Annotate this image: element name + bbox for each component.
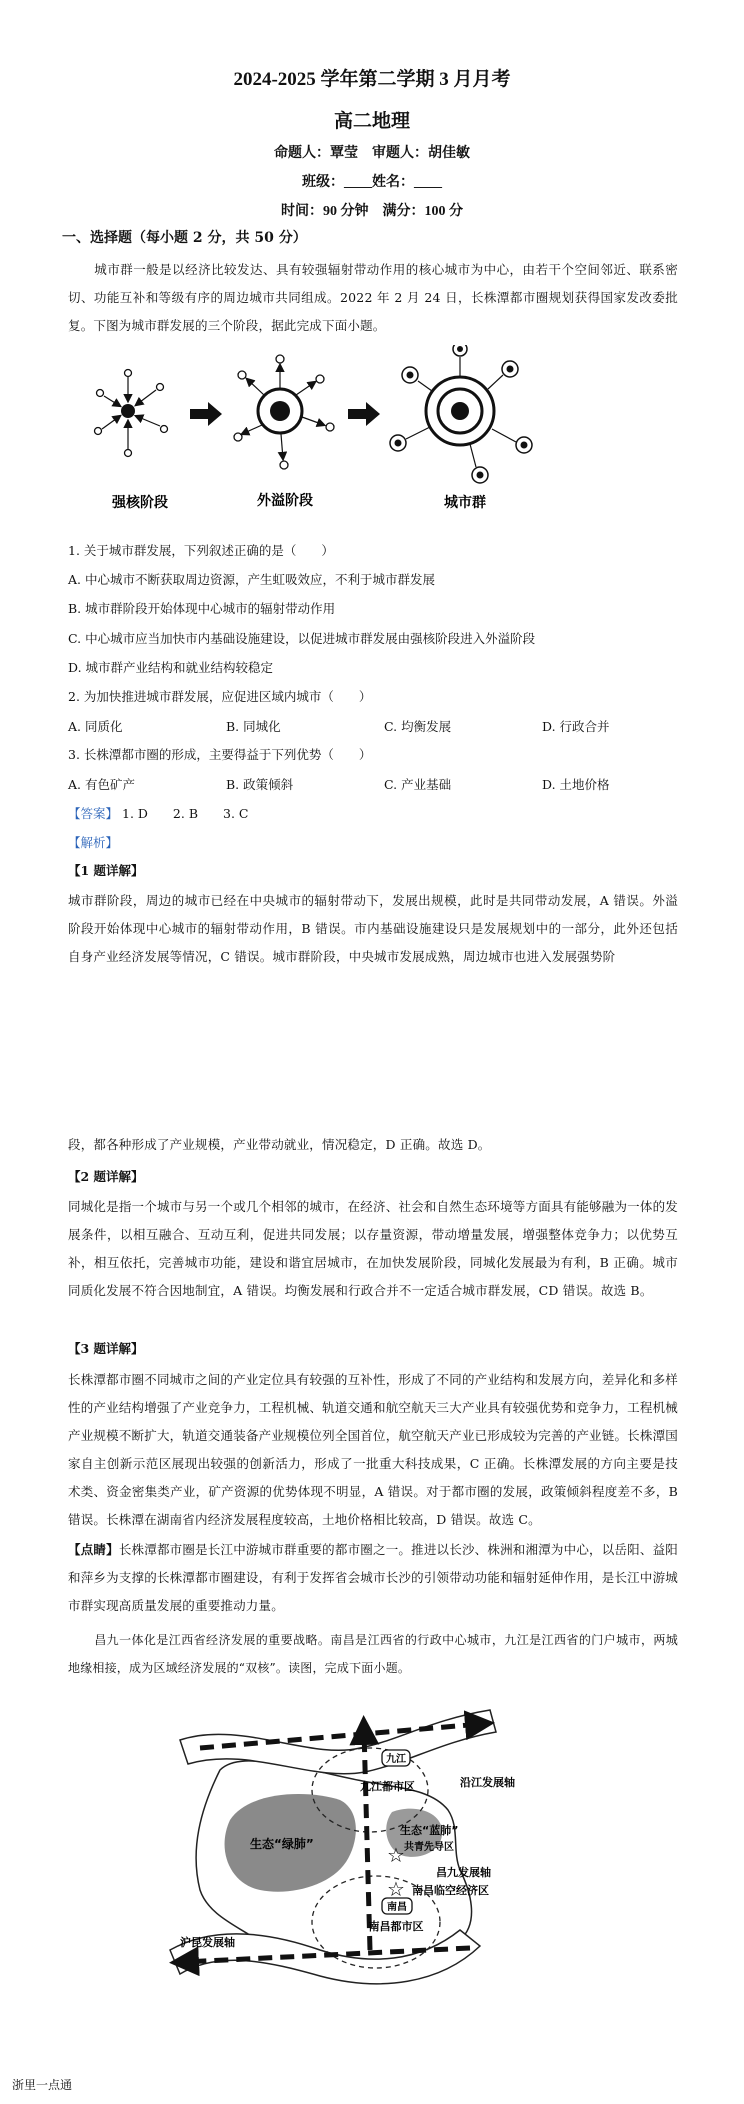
subject-title: 高二地理 — [333, 111, 410, 132]
question-1-stem: 1. 关于城市群发展，下列叙述正确的是（ ） — [68, 543, 334, 558]
question-3-option-a: A. 有色矿产 — [68, 777, 135, 792]
nanchang-label: 南昌 — [387, 1902, 407, 1913]
detail-1-text-b: 段，都各种形成了产业规模，产业带动就业，情况稳定，D 正确。故选 D。 — [68, 1137, 491, 1152]
detail-1-text-a: 城市群阶段，周边的城市已经在中央城市的辐射带动下，发展出规模，此时是共同带动发展，A 错误。外溢阶段开始体现中心城市的辐射带动作用，B 错误。市内基础设施建设只是发展规划中的一部分，此外还包括自身产业经济发展等情况，C 错误。城市群阶段，中央城市发展成熟，周边城市也进入发展强势阶 — [68, 893, 678, 964]
nanchang-area-label: 南昌都市区 — [368, 1920, 424, 1933]
stage-label-spillover: 外溢阶段 — [257, 493, 313, 509]
material-1-text: 城市群一般是以经济比较发达、具有较强辐射带动作用的核心城市为中心，由若干个空间邻近、联系密切、功能互补和等级有序的周边城市共同组成。2022 年 2 月 24 日，长株潭都市圈规划获得国家发改委批复。下图为城市群发展的三个阶段，据此完成下面小题。 — [68, 262, 678, 333]
pilot-zone-star-icon: ☆ — [387, 1843, 405, 1867]
answer-line — [68, 804, 249, 822]
section-heading: 一、选择题（每小题 2 分，共 50 分） — [62, 230, 307, 246]
detail-3-heading: 【3 题详解】 — [68, 1341, 144, 1356]
detail-2-heading: 【2 题详解】 — [68, 1169, 144, 1184]
class-name-line: 班级：____姓名：____ — [302, 175, 442, 190]
jiujiang-area-label: 九江都市区 — [360, 1780, 415, 1793]
green-lung-label: 生态“绿肺” — [250, 1837, 314, 1851]
changjiu-map — [160, 1700, 580, 2020]
question-3-option-d: D. 土地价格 — [542, 777, 610, 792]
authors-line: 命题人：覃莹 审题人：胡佳敏 — [274, 146, 470, 161]
stage-label-city-cluster: 城市群 — [444, 495, 486, 511]
question-1-option-b: B. 城市群阶段开始体现中心城市的辐射带动作用 — [68, 601, 336, 616]
arrow-icon — [190, 402, 222, 426]
yanjiang-axis-label: 沿江发展轴 — [460, 1776, 515, 1789]
detail-1-heading: 【1 题详解】 — [68, 863, 144, 878]
stage-label-strong-core: 强核阶段 — [112, 495, 168, 511]
question-3-stem: 3. 长株潭都市圈的形成，主要得益于下列优势（ ） — [68, 747, 372, 762]
detail-3-text: 长株潭都市圈不同城市之间的产业定位具有较强的互补性，形成了不同的产业结构和发展方向，差异化和多样性的产业结构增强了产业竞争力，工程机械、轨道交通和航空航天三大产业具有较强优势和竞争力，工程机械产业规模不断扩大，轨道交通装备产业规模位列全国首位，航空航天产业已形成较为完善的产业链。长株潭国家自主创新示范区展现出较强的创新活力，形成了一批重大科技成果，C 正确。长株潭发展的方向主要是技术类、资金密集类产业，矿产资源的优势体现不明显，A 错误。对于都市圈的发展，政策倾斜程度差不多，B 错误。长株潭在湖南省内经济发展程度较高，土地价格相比较高，D 错误。故选 C。 — [68, 1372, 678, 1527]
analysis-label: 【解析】 — [68, 835, 119, 850]
material-2-text: 昌九一体化是江西省经济发展的重要战略。南昌是江西省的行政中心城市，九江是江西省的门户城市，两城地缘相接，成为区域经济发展的“双核”。读图，完成下面小题。 — [68, 1633, 678, 1675]
arrow-icon — [348, 402, 380, 426]
question-1-option-d: D. 城市群产业结构和就业结构较稳定 — [68, 660, 274, 675]
changjiu-axis-label: 昌九发展轴 — [436, 1866, 491, 1879]
hukun-axis-label: 沪昆发展轴 — [180, 1936, 235, 1949]
blue-lung-label: 生态“蓝肺” — [400, 1824, 459, 1837]
spillover-stage-diagram — [234, 355, 334, 469]
question-1-option-a: A. 中心城市不断获取周边资源，产生虹吸效应，不利于城市群发展 — [68, 572, 435, 587]
answer-label: 【答案】 — [68, 806, 119, 821]
airport-zone-star-icon: ☆ — [387, 1877, 405, 1901]
watermark: 浙里一点通 — [12, 2078, 73, 2092]
question-1-option-c: C. 中心城市应当加快市内基础设施建设，以促进城市群发展由强核阶段进入外溢阶段 — [68, 631, 536, 646]
city-cluster-stages-figure — [80, 345, 550, 515]
time-score-line: 时间：90 分钟 满分：100 分 — [281, 204, 463, 219]
strong-core-stage-diagram — [95, 370, 168, 457]
material-2 — [68, 1626, 678, 1682]
pilot-zone-label: 共青先导区 — [404, 1842, 454, 1853]
material-1 — [68, 256, 678, 340]
tip-label: 【点睛】 — [68, 1542, 119, 1557]
question-2-stem: 2. 为加快推进城市群发展，应促进区域内城市（ ） — [68, 689, 372, 704]
question-3-option-c: C. 产业基础 — [384, 777, 452, 792]
answer-value: 1. D 2. B 3. C — [122, 806, 249, 821]
question-2-option-a: A. 同质化 — [68, 719, 123, 734]
question-2-option-d: D. 行政合并 — [542, 719, 610, 734]
city-cluster-stage-diagram — [390, 345, 532, 483]
question-3-option-b: B. 政策倾斜 — [226, 777, 294, 792]
tip-text: 长株潭都市圈是长江中游城市群重要的都市圈之一。推进以长沙、株洲和湘潭为中心，以岳阳、益阳和萍乡为支撑的长株潭都市圈建设，有利于发挥省会城市长沙的引领带动功能和辐射延伸作用，是长江中游城市群实现高质量发展的重要推动力量。 — [68, 1542, 678, 1613]
question-2-option-c: C. 均衡发展 — [384, 719, 452, 734]
tip-paragraph — [68, 1536, 678, 1620]
detail-2-text: 同城化是指一个城市与另一个或几个相邻的城市，在经济、社会和自然生态环境等方面具有能够融为一体的发展条件，以相互融合、互动互利，促进共同发展；以存量资源，带动增量发展，增强整体竞争力；以优势互补，相互依托，完善城市功能，建设和谐宜居城市，在加快发展阶段，同城化发展最为有利，B 正确。城市同质化发展不符合因地制宜，A 错误。均衡发展和行政合并不一定适合城市群发展，CD 错误。故选 B。 — [68, 1199, 678, 1298]
exam-title: 2024-2025 学年第二学期 3 月月考 — [233, 69, 511, 90]
airport-zone-label: 南昌临空经济区 — [412, 1884, 489, 1897]
jiujiang-label: 九江 — [386, 1754, 406, 1765]
question-2-option-b: B. 同城化 — [226, 719, 281, 734]
